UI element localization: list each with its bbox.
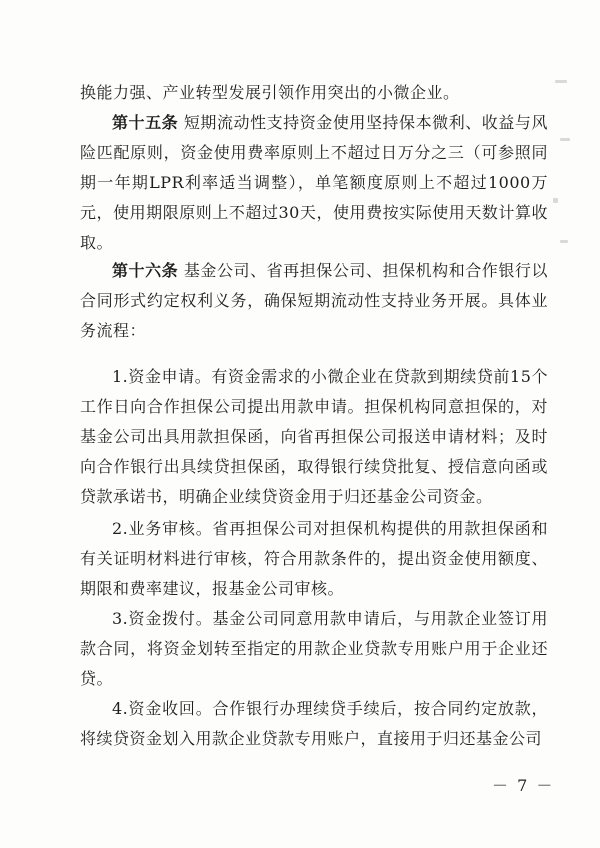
step-1-text: 1.资金申请。有资金需求的小微企业在贷款到期续贷前15个工作日向合作担保公司提出用款申请。担保机构同意担保的，对基金公司出具用款担保函，向省再担保公司报送申请材料；及时向合作银行出具续贷担保函，取得银行续贷批复、授信意向函或贷款承诺书，明确企业续贷资金用于归还基金公司资金。	[80, 367, 548, 506]
step-2-paragraph	[80, 514, 548, 604]
step-1-paragraph	[80, 362, 548, 512]
margin-mark	[560, 138, 570, 141]
page-number: － 7 －	[492, 776, 555, 795]
article-16-heading: 第十六条	[112, 261, 179, 280]
article-15-paragraph	[80, 108, 548, 258]
article-15-body: 短期流动性支持资金使用坚持保本微利、收益与风险匹配原则，资金使用费率原则上不超过日万分之三（可参照同期一年期LPR利率适当调整），单笔额度原则上不超过1000万元，使用期限原则上不超过30天，使用费按实际使用天数计算收取。	[80, 113, 548, 252]
continuation-text: 换能力强、产业转型发展引领作用突出的小微企业。	[80, 83, 460, 102]
margin-mark	[560, 240, 568, 243]
margin-mark	[555, 80, 567, 83]
step-3-paragraph	[80, 604, 548, 694]
article-16-paragraph	[80, 256, 548, 346]
margin-mark	[553, 198, 558, 203]
step-4-text: 4.资金收回。合作银行办理续贷手续后，按合同约定放款，将续贷资金划入用款企业贷款专用账户，直接用于归还基金公司	[80, 699, 548, 748]
paragraph-continuation	[80, 78, 548, 108]
article-16-body: 基金公司、省再担保公司、担保机构和合作银行以合同形式约定权利义务，确保短期流动性支持业务开展。具体业务流程：	[80, 261, 548, 340]
step-3-text: 3.资金拨付。基金公司同意用款申请后，与用款企业签订用款合同，将资金划转至指定的用款企业贷款专用账户用于企业还贷。	[80, 609, 548, 688]
article-15-heading: 第十五条	[112, 113, 179, 132]
step-2-text: 2.业务审核。省再担保公司对担保机构提供的用款担保函和有关证明材料进行审核，符合用款条件的，提出资金使用额度、期限和费率建议，报基金公司审核。	[80, 519, 548, 598]
step-4-paragraph	[80, 694, 548, 754]
